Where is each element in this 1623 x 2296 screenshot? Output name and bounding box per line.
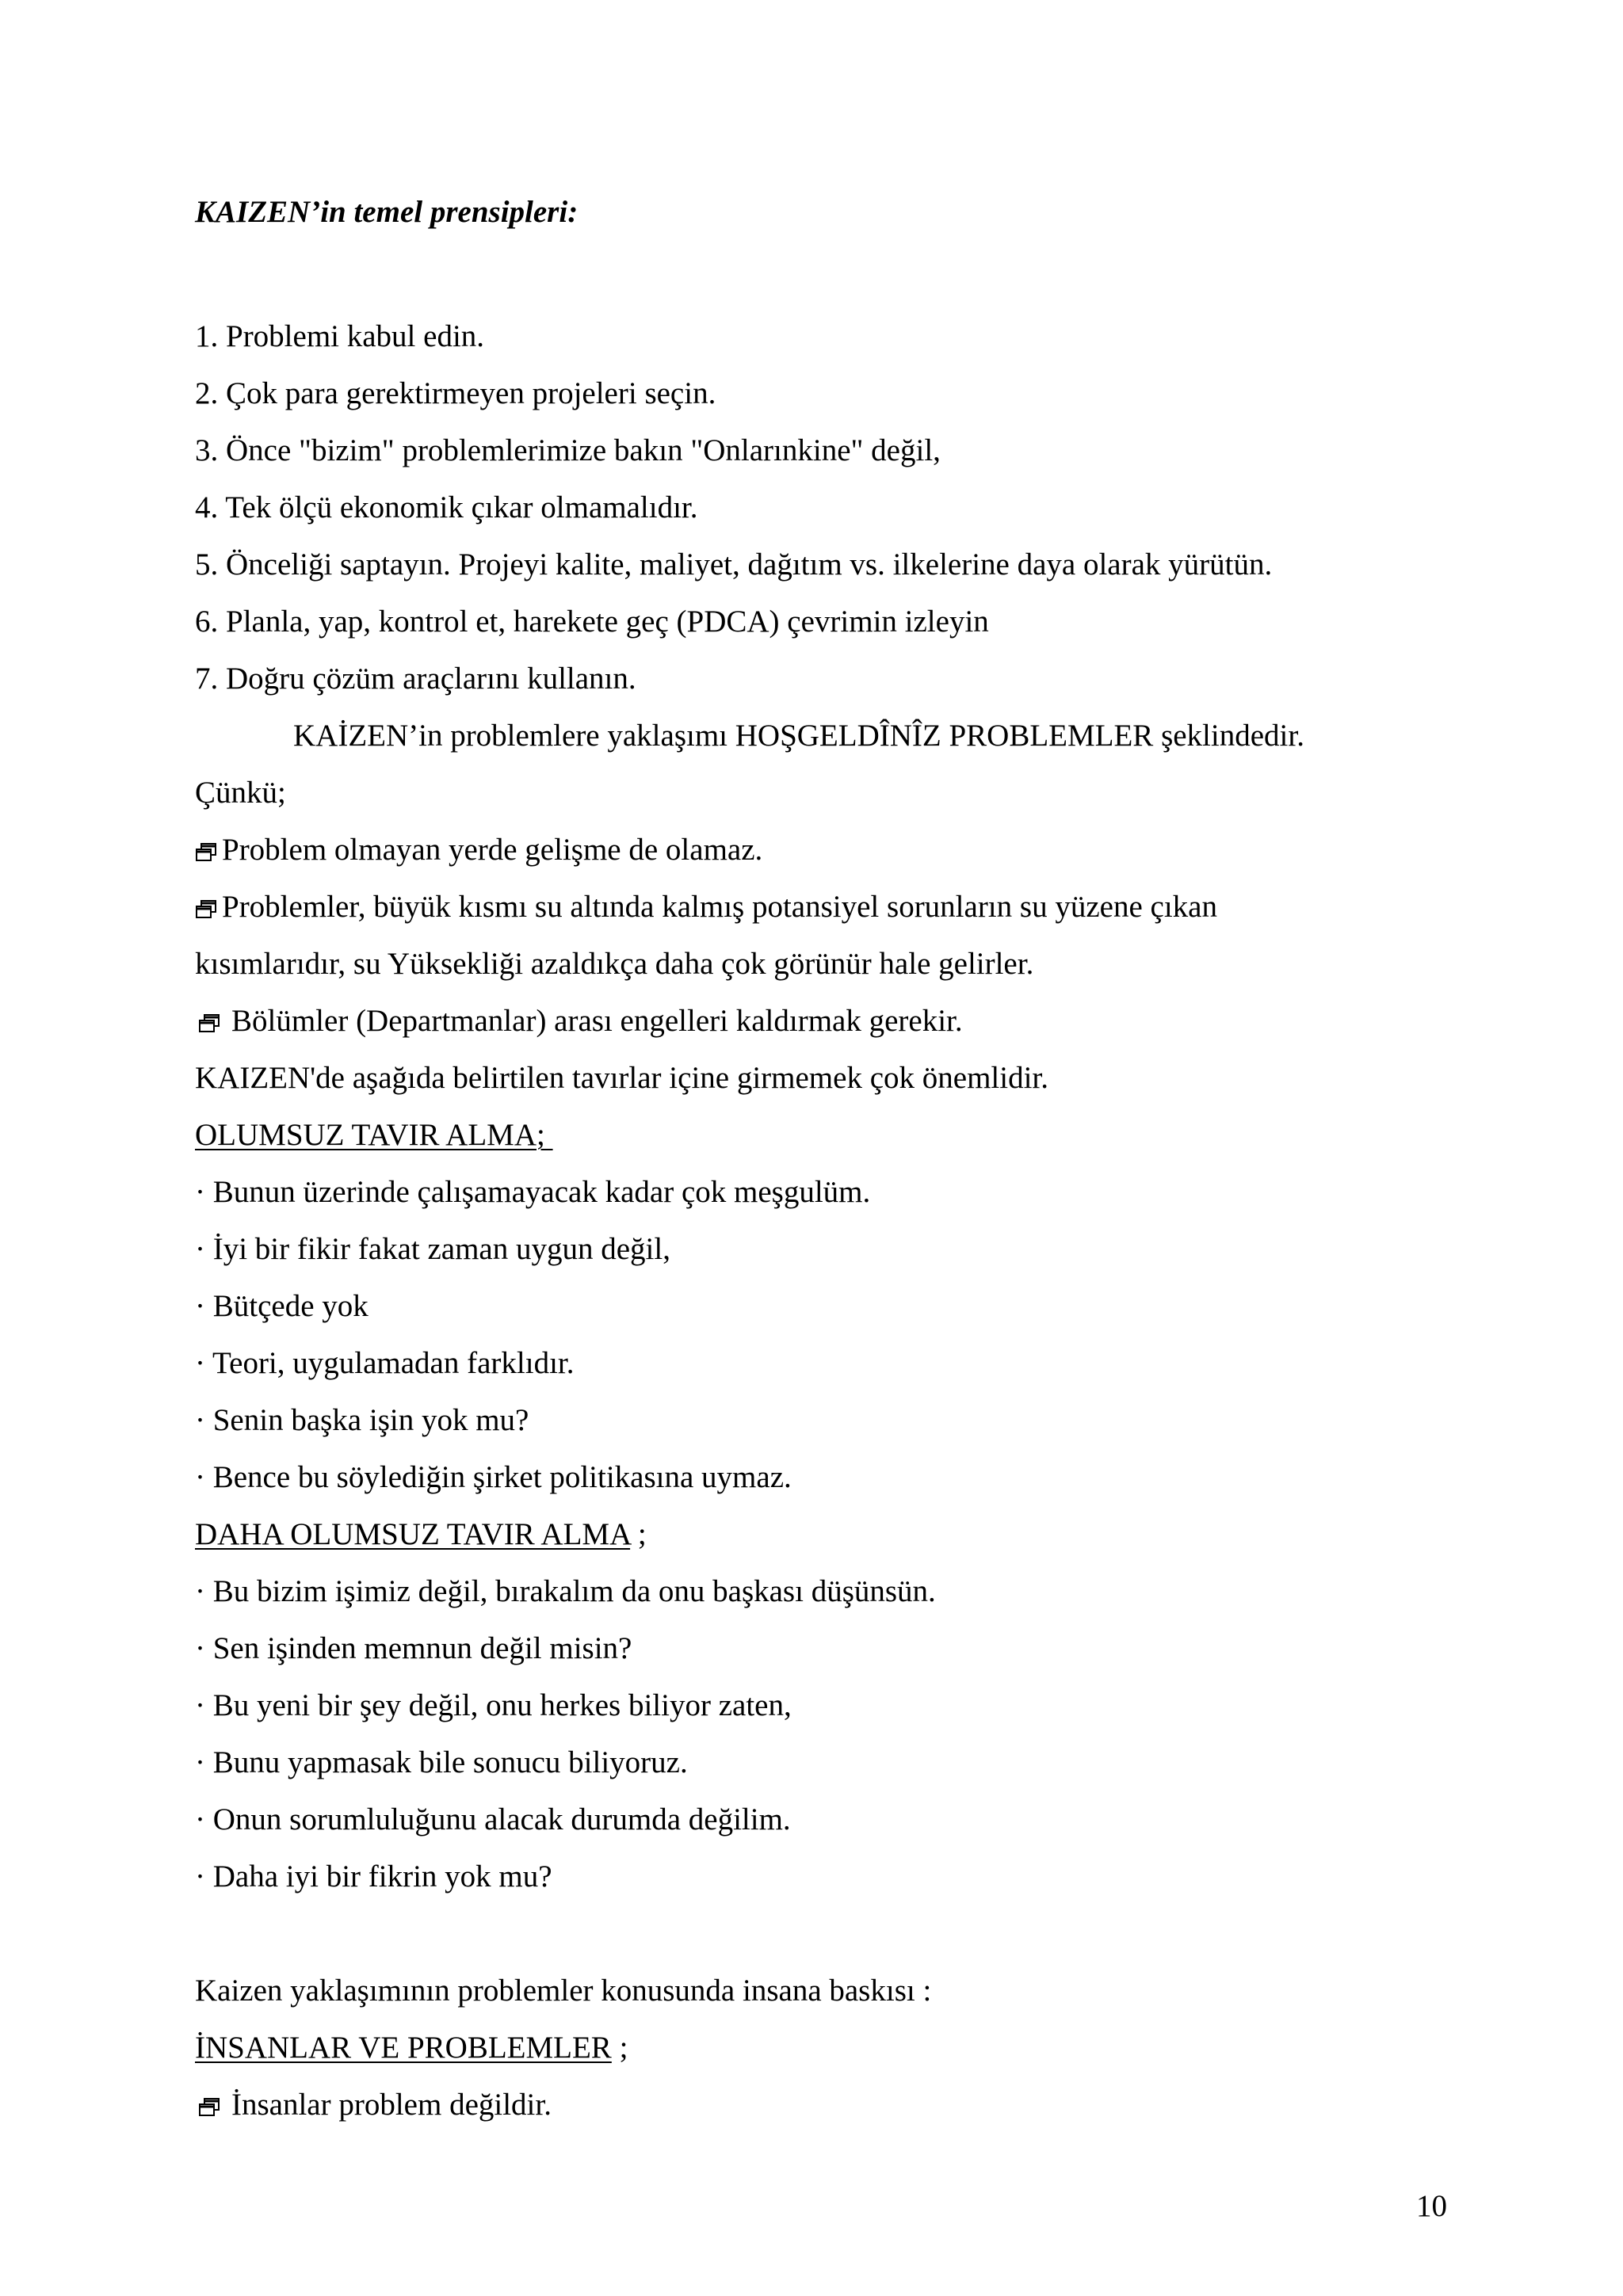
- negative-item: · Bence bu söylediğin şirket politikasına uymaz.: [195, 1460, 792, 1494]
- people-line: [195, 2086, 552, 2124]
- people-item: İnsanlar problem değildir.: [231, 2088, 552, 2122]
- negative-item: · İyi bir fikir fakat zaman uygun değil,: [195, 1232, 670, 1266]
- principle-item: 5. Önceliği saptayın. Projeyi kalite, maliyet, dağıtım vs. ilkelerine daya olarak yürütün.: [195, 547, 1273, 582]
- section-title: KAIZEN’in temel prensipleri:: [195, 195, 579, 229]
- reason-text: Problemler, büyük kısmı su altında kalmış potansiyel sorunların su yüzene çıkan: [222, 890, 1217, 924]
- more-negative-heading-line: [195, 1516, 647, 1554]
- people-suffix: ;: [611, 2031, 628, 2065]
- because-label: Çünkü;: [195, 776, 286, 810]
- people-heading-line: [195, 2029, 628, 2067]
- more-negative-suffix: ;: [630, 1517, 647, 1551]
- principle-item: 1. Problemi kabul edin.: [195, 319, 485, 353]
- more-negative-item: · Bunu yapmasak bile sonucu biliyoruz.: [195, 1745, 688, 1779]
- approach-sentence: KAİZEN’in problemlere yaklaşımı HOŞGELDÎNÎZ PROBLEMLER şeklindedir.: [293, 719, 1304, 753]
- principle-item: 6. Planla, yap, kontrol et, harekete geç (PDCA) çevrimin izleyin: [195, 605, 989, 639]
- negative-heading: OLUMSUZ TAVIR ALMA;: [195, 1118, 553, 1152]
- negative-item: · Senin başka işin yok mu?: [195, 1403, 529, 1437]
- reason-text: Problem olmayan yerde gelişme de olamaz.: [222, 833, 763, 867]
- pressure-sentence: Kaizen yaklaşımının problemler konusunda insana baskısı :: [195, 1974, 932, 2008]
- more-negative-item: · Onun sorumluluğunu alacak durumda değilim.: [195, 1802, 791, 1836]
- window-restore-icon: [195, 900, 217, 919]
- principle-item: 7. Doğru çözüm araçlarını kullanın.: [195, 662, 636, 696]
- more-negative-item: · Bu yeni bir şey değil, onu herkes biliyor zaten,: [195, 1688, 792, 1722]
- reason-continuation: kısımlarıdır, su Yüksekliği azaldıkça daha çok görünür hale gelirler.: [195, 947, 1034, 981]
- principle-item: 3. Önce "bizim" problemlerimize bakın "Onlarınkine" değil,: [195, 433, 941, 467]
- negative-item: · Bunun üzerinde çalışamayacak kadar çok meşgulüm.: [195, 1175, 871, 1209]
- more-negative-item: · Daha iyi bir fikrin yok mu?: [195, 1859, 552, 1894]
- reason-line: [195, 831, 762, 869]
- principle-item: 4. Tek ölçü ekonomik çıkar olmamalıdır.: [195, 490, 698, 524]
- principle-item: 2. Çok para gerektirmeyen projeleri seçin.: [195, 376, 716, 410]
- more-negative-item: · Sen işinden memnun değil misin?: [195, 1631, 632, 1665]
- people-heading: İNSANLAR VE PROBLEMLER: [195, 2031, 612, 2065]
- more-negative-item: · Bu bizim işimiz değil, bırakalım da onu başkası düşünsün.: [195, 1574, 936, 1608]
- window-restore-icon: [198, 2098, 220, 2117]
- negative-item: · Bütçede yok: [195, 1289, 369, 1323]
- reason-text: Bölümler (Departmanlar) arası engelleri kaldırmak gerekir.: [231, 1004, 963, 1038]
- attitude-intro: KAIZEN'de aşağıda belirtilen tavırlar içine girmemek çok önemlidir.: [195, 1061, 1048, 1095]
- negative-item: · Teori, uygulamadan farklıdır.: [195, 1346, 575, 1380]
- window-restore-icon: [195, 843, 217, 862]
- reason-line: [195, 888, 1217, 926]
- more-negative-heading: DAHA OLUMSUZ TAVIR ALMA: [195, 1517, 631, 1551]
- page-number: 10: [1416, 2189, 1447, 2223]
- reason-line: [195, 1002, 963, 1040]
- window-restore-icon: [198, 1014, 220, 1033]
